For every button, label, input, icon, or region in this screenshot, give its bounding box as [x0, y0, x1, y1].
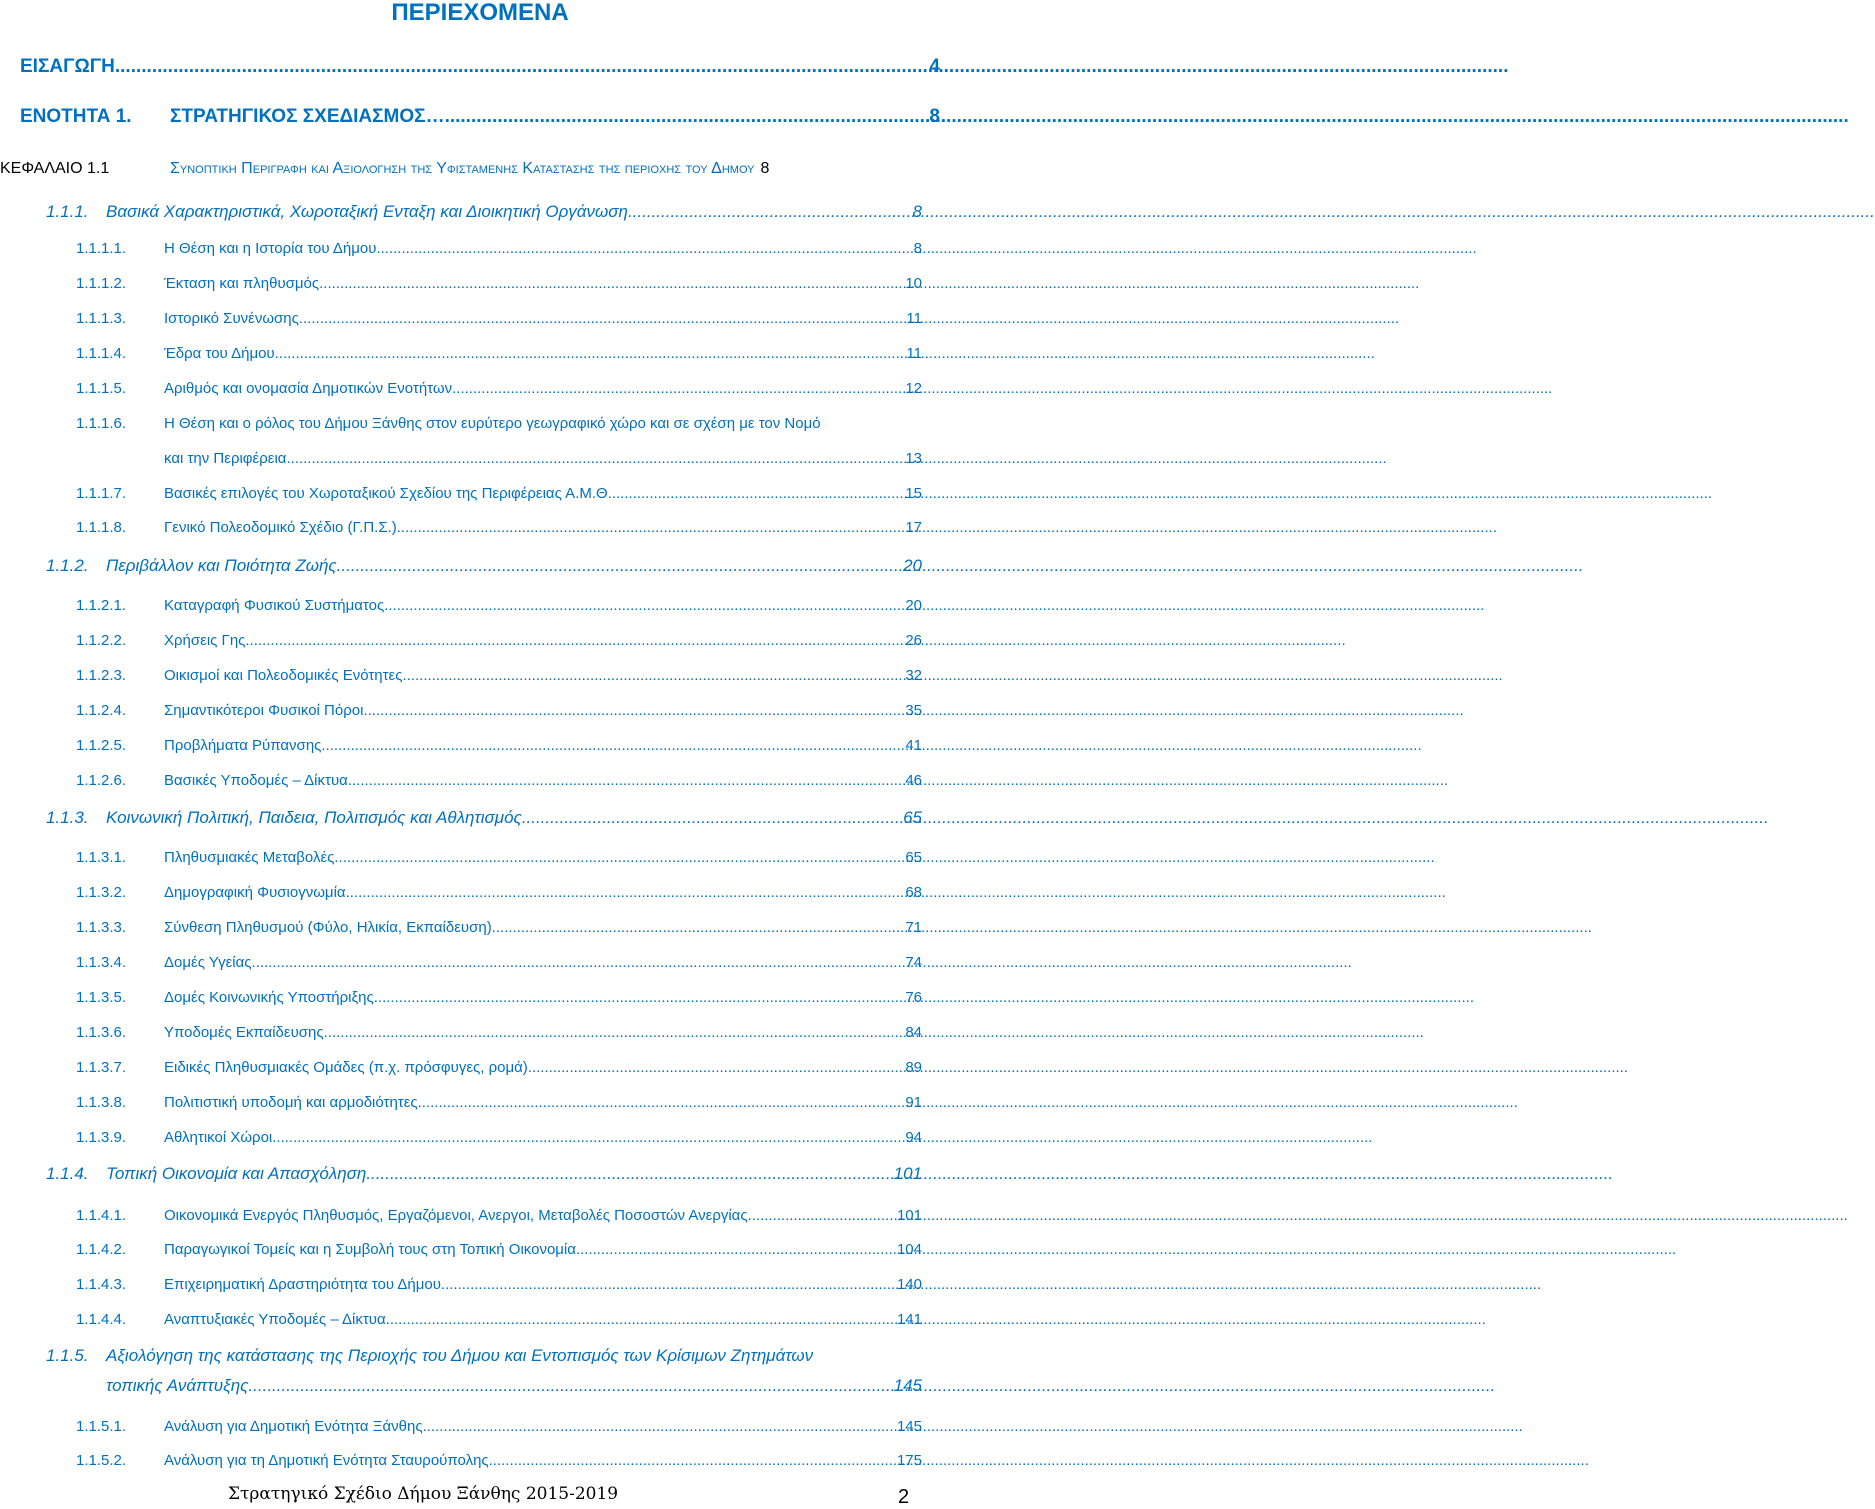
toc-page: 65 — [905, 849, 922, 866]
toc-entry[interactable] — [76, 240, 922, 257]
toc-page: 101 — [893, 1164, 922, 1183]
toc-page: 15 — [905, 485, 922, 502]
toc-entry[interactable] — [46, 202, 922, 222]
toc-text: Γενικό Πολεοδομικό Σχέδιο (Γ.Π.Σ.) — [164, 519, 397, 536]
toc-entry[interactable] — [76, 919, 922, 936]
toc-entry[interactable] — [76, 884, 922, 901]
toc-number: 1.1.3. — [46, 808, 89, 827]
toc-number: 1.1.3.9. — [76, 1129, 127, 1146]
toc-text: Αξιολόγηση της κατάστασης της Περιοχής του Δήμου και Εντοπισμός των Κρίσιμων Ζητημάτων — [106, 1346, 814, 1365]
toc-entry[interactable] — [76, 954, 922, 971]
toc-text: Δημογραφική Φυσιογνωμία — [164, 884, 346, 901]
toc-number: 1.1.1.7. — [76, 485, 127, 502]
toc-entry[interactable] — [76, 772, 922, 789]
toc-text: Η Θέση και η Ιστορία του Δήμου — [164, 240, 377, 257]
toc-entry[interactable] — [76, 1452, 922, 1469]
toc-number: ΕΙΣΑΓΩΓΗ — [20, 56, 115, 77]
toc-entry[interactable] — [76, 1094, 922, 1111]
toc-page: 65 — [903, 808, 922, 827]
toc-page: 145 — [893, 1376, 922, 1395]
toc-number: 1.1.1.2. — [76, 275, 127, 292]
toc-page: 76 — [905, 989, 922, 1006]
toc-number: 1.1.3.3. — [76, 919, 127, 936]
toc-text: Έδρα του Δήμου — [164, 345, 275, 362]
toc-text: Αναπτυξιακές Υποδομές – Δίκτυα — [164, 1311, 386, 1328]
footer-page-number: 2 — [898, 1486, 910, 1508]
toc-entry[interactable] — [76, 345, 922, 362]
toc-text: Παραγωγικοί Τομείς και η Συμβολή τους στη Τοπική Οικονομία — [164, 1241, 576, 1258]
toc-text: Αριθμός και ονομασία Δημοτικών Ενοτήτων — [164, 380, 453, 397]
toc-entry[interactable] — [20, 56, 940, 78]
toc-text: Καταγραφή Φυσικού Συστήματος — [164, 597, 385, 614]
toc-number: 1.1.4.1. — [76, 1207, 127, 1224]
toc-number: 1.1.2.3. — [76, 667, 127, 684]
toc-page: 84 — [905, 1024, 922, 1041]
toc-page: 20 — [903, 556, 922, 575]
toc-text: Η Θέση και ο ρόλος του Δήμου Ξάνθης στον ευρύτερο γεωγραφικό χώρο και σε σχέση με τον Νομό — [164, 415, 821, 432]
toc-page: 101 — [896, 1207, 922, 1224]
toc-page: 74 — [905, 954, 922, 971]
toc-number: ΚΕΦΑΛΑΙΟ 1.1 — [0, 160, 110, 177]
toc-entry[interactable] — [76, 849, 922, 866]
toc-number: 1.1.4. — [46, 1164, 89, 1183]
toc-entry[interactable] — [76, 1418, 922, 1435]
toc-entry[interactable] — [76, 415, 946, 432]
toc-text: Οικισμοί και Πολεοδομικές Ενότητες — [164, 667, 403, 684]
toc-text: Έκταση και πληθυσμός — [164, 275, 320, 292]
toc-entry-continued[interactable] — [106, 1376, 922, 1396]
toc-page: 4 — [929, 56, 940, 77]
toc-entry[interactable] — [76, 1311, 922, 1328]
toc-page: 8 — [929, 106, 940, 127]
page-title: ΠΕΡΙΕΧΟΜΕΝΑ — [391, 0, 569, 26]
toc-number: 1.1.1.1. — [76, 240, 127, 257]
toc-number: 1.1.4.2. — [76, 1241, 127, 1258]
toc-number: 1.1.1.6. — [76, 415, 127, 432]
toc-page: 141 — [896, 1311, 922, 1328]
toc-entry[interactable] — [76, 485, 922, 502]
toc-page: 145 — [896, 1418, 922, 1435]
toc-page: 91 — [905, 1094, 922, 1111]
toc-entry[interactable] — [46, 1346, 936, 1366]
toc-entry[interactable] — [76, 519, 922, 536]
toc-text: Χρήσεις Γης — [164, 632, 246, 649]
toc-page: 17 — [905, 519, 922, 536]
toc-number: 1.1.3.7. — [76, 1059, 127, 1076]
toc-number: 1.1.2.2. — [76, 632, 127, 649]
toc-page: 32 — [905, 667, 922, 684]
toc-page: 89 — [905, 1059, 922, 1076]
toc-text: Αθλητικοί Χώροι — [164, 1129, 273, 1146]
toc-text: και την Περιφέρεια — [164, 450, 287, 467]
toc-page: 35 — [905, 702, 922, 719]
toc-number: 1.1.1.3. — [76, 310, 127, 327]
toc-text: Σημαντικότεροι Φυσικοί Πόροι — [164, 702, 364, 719]
toc-number: 1.1.3.1. — [76, 849, 127, 866]
toc-number: ΕΝΟΤΗΤΑ 1. — [20, 106, 132, 127]
toc-entry[interactable] — [76, 1059, 922, 1076]
toc-page: 94 — [905, 1129, 922, 1146]
toc-number: 1.1.1.4. — [76, 345, 127, 362]
toc-page: 11 — [906, 310, 922, 327]
toc-number: 1.1.5.2. — [76, 1452, 127, 1469]
toc-text: Ιστορικό Συνένωσης — [164, 310, 299, 327]
toc-text: Τοπική Οικονομία και Απασχόληση — [106, 1164, 367, 1183]
toc-entry[interactable] — [76, 380, 922, 397]
toc-text: Οικονομικά Ενεργός Πληθυσμός, Εργαζόμενοι, Ανεργοι, Μεταβολές Ποσοστών Ανεργίας — [164, 1207, 748, 1224]
toc-text: Συνοπτικη Περιγραφη και Αξιολογηση της Υφισταμενης Καταστασης της περιοχης του Δημου — [170, 160, 755, 177]
toc-page: 8 — [760, 160, 770, 177]
toc-text: Πληθυσμιακές Μεταβολές — [164, 849, 335, 866]
toc-text: Ανάλυση για Δημοτική Ενότητα Ξάνθης — [164, 1418, 423, 1435]
toc-text: Βασικά Χαρακτηριστικά, Χωροταξική Ενταξη και Διοικητική Οργάνωση — [106, 202, 628, 221]
toc-text: Κοινωνική Πολιτική, Παιδεια, Πολιτισμός και Αθλητισμός — [106, 808, 522, 827]
toc-page: 20 — [905, 597, 922, 614]
toc-page: 12 — [905, 380, 922, 397]
toc-number: 1.1.3.6. — [76, 1024, 127, 1041]
toc-text: Βασικές επιλογές του Χωροταξικού Σχεδίου της Περιφέρειας Α.Μ.Θ. — [164, 485, 612, 502]
toc-page: 175 — [896, 1452, 922, 1469]
toc-number: 1.1.1.8. — [76, 519, 127, 536]
toc-entry-continued[interactable] — [164, 450, 922, 467]
toc-page: 104 — [896, 1241, 922, 1258]
toc-page: 26 — [905, 632, 922, 649]
footer-text: Στρατηγικό Σχέδιο Δήμου Ξάνθης 2015-2019 — [228, 1484, 619, 1504]
toc-entry[interactable] — [76, 597, 922, 614]
toc-entry[interactable] — [0, 160, 950, 178]
toc-number: 1.1.4.3. — [76, 1276, 127, 1293]
toc-page: 71 — [905, 919, 922, 936]
toc-page: 8 — [913, 240, 922, 257]
toc-text: Ανάλυση για τη Δημοτική Ενότητα Σταυρούπολης — [164, 1452, 489, 1469]
toc-number: 1.1.5.1. — [76, 1418, 127, 1435]
toc-entry[interactable] — [76, 1276, 922, 1293]
toc-text: Επιχειρηματική Δραστηριότητα του Δήμου — [164, 1276, 441, 1293]
toc-number: 1.1.3.8. — [76, 1094, 127, 1111]
toc-number: 1.1.2. — [46, 556, 89, 575]
toc-entry[interactable] — [76, 275, 922, 292]
toc-text: Σύνθεση Πληθυσμού (Φύλο, Ηλικία, Εκπαίδευση) — [164, 919, 492, 936]
toc-page: 46 — [905, 772, 922, 789]
toc-number: 1.1.2.1. — [76, 597, 127, 614]
toc-number: 1.1.5. — [46, 1346, 89, 1365]
toc-text: τοπικής Ανάπτυξης — [106, 1376, 249, 1395]
toc-text: Δομές Υγείας — [164, 954, 252, 971]
toc-text: Δομές Κοινωνικής Υποστήριξης — [164, 989, 374, 1006]
toc-number: 1.1.4.4. — [76, 1311, 127, 1328]
toc-entry[interactable] — [76, 989, 922, 1006]
toc-entry[interactable] — [76, 1241, 922, 1258]
toc-entry[interactable] — [76, 310, 922, 327]
toc-number: 1.1.3.2. — [76, 884, 127, 901]
toc-text: Προβλήματα Ρύπανσης — [164, 737, 322, 754]
toc-number: 1.1.2.6. — [76, 772, 127, 789]
toc-number: 1.1.3.4. — [76, 954, 127, 971]
toc-entry[interactable] — [46, 808, 922, 828]
toc-text: Βασικές Υποδομές – Δίκτυα — [164, 772, 348, 789]
toc-entry[interactable] — [76, 737, 922, 754]
toc-entry[interactable] — [46, 556, 922, 576]
toc-page: 11 — [906, 345, 922, 362]
toc-entry[interactable] — [76, 1129, 922, 1146]
toc-text: Ειδικές Πληθυσμιακές Ομάδες (π.χ. πρόσφυγες, ρομά) — [164, 1059, 528, 1076]
toc-number: 1.1.2.5. — [76, 737, 127, 754]
toc-entry[interactable] — [76, 702, 922, 719]
toc-text: Περιβάλλον και Ποιότητα Ζωής — [106, 556, 337, 575]
toc-text: Υποδομές Εκπαίδευσης — [164, 1024, 324, 1041]
toc-number: 1.1.2.4. — [76, 702, 127, 719]
toc-entry[interactable] — [76, 1207, 922, 1224]
toc-entry[interactable] — [46, 1164, 922, 1184]
toc-page: 10 — [905, 275, 922, 292]
toc-entry[interactable] — [76, 1024, 922, 1041]
toc-number: 1.1.1. — [46, 202, 89, 221]
toc-entry[interactable] — [20, 106, 940, 128]
toc-entry[interactable] — [76, 667, 922, 684]
toc-page: 68 — [905, 884, 922, 901]
toc-text: ΣΤΡΑΤΗΓΙΚΟΣ ΣΧΕΔΙΑΣΜΟΣ….. — [170, 106, 456, 127]
toc-page: 140 — [896, 1276, 922, 1293]
toc-page: 13 — [905, 450, 922, 467]
toc-number: 1.1.3.5. — [76, 989, 127, 1006]
toc-number: 1.1.1.5. — [76, 380, 127, 397]
toc-page: 41 — [905, 737, 922, 754]
toc-entry[interactable] — [76, 632, 922, 649]
toc-text: Πολιτιστική υποδομή και αρμοδιότητες — [164, 1094, 418, 1111]
toc-page: 8 — [912, 202, 922, 221]
